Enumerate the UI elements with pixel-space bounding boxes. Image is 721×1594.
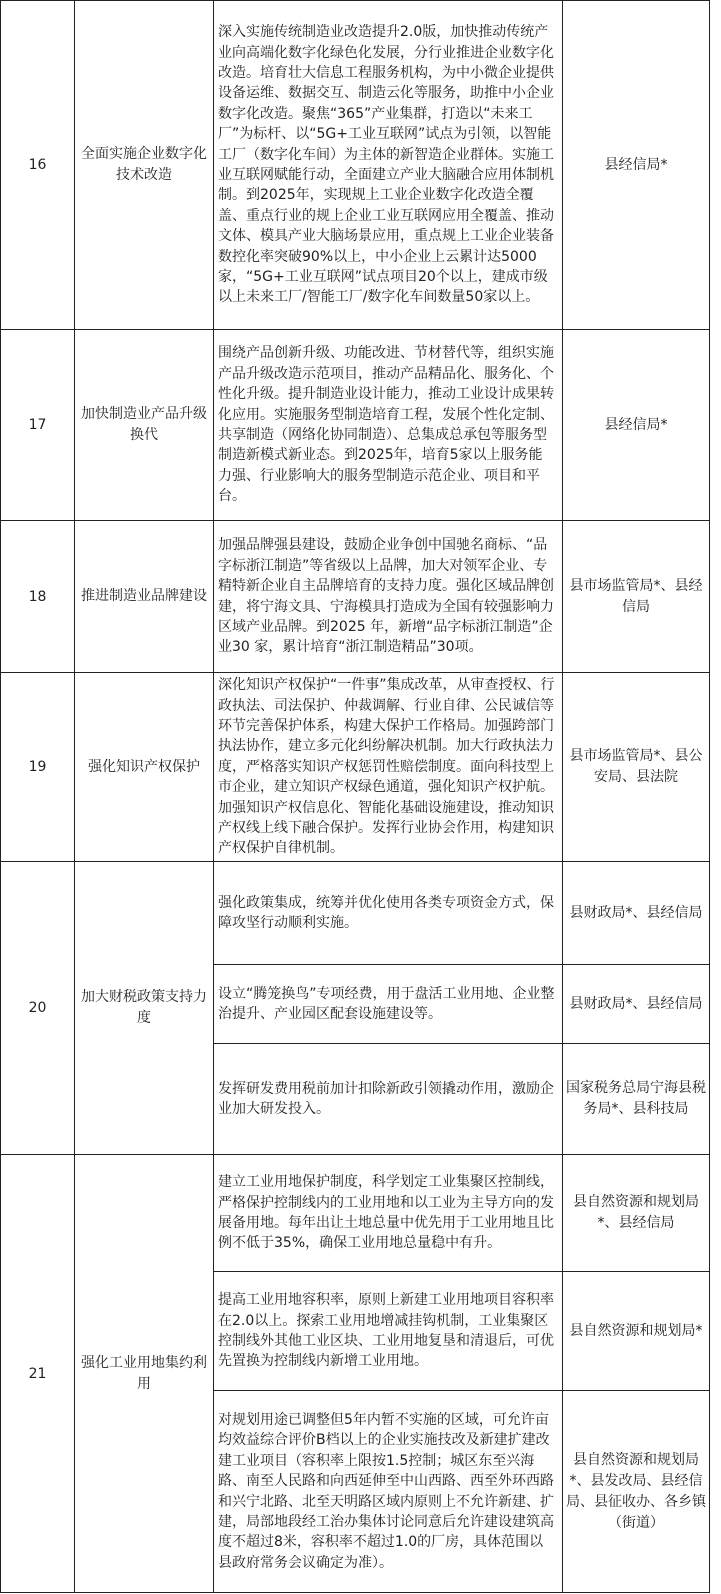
responsible-unit: 县财政局*、县经信局 bbox=[563, 965, 710, 1044]
table-row bbox=[1, 862, 710, 965]
task-content: 设立“腾笼换鸟”专项经费，用于盘活工业用地、企业整治提升、产业园区配套设施建设等。 bbox=[214, 965, 563, 1044]
row-number: 18 bbox=[1, 521, 75, 673]
responsible-unit: 县自然资源和规划局* bbox=[563, 1272, 710, 1391]
table-row bbox=[1, 673, 710, 862]
table-row bbox=[1, 330, 710, 521]
task-content: 对规划用途已调整但5年内暂不实施的区域，可允许亩均效益综合评价B档以上的企业实施技改及新建扩建改建工业项目（容积率上限按1.5控制；城区东至兴海路、南至人民路和向西延伸至中山西路、西至外环西路和兴宁北路、北至天明路区域内原则上不允许新建、扩建，局部地段经工治办集体讨论同意后允许建设建筑高度不超过8米，容积率不超过1.0的厂房，具体范围以县政府常务会议确定为准）。 bbox=[214, 1391, 563, 1593]
responsible-unit: 县自然资源和规划局*、县经信局 bbox=[563, 1155, 710, 1272]
task-content: 深化知识产权保护“一件事”集成改革，从审查授权、行政执法、司法保护、仲裁调解、行业自律、公民诚信等环节完善保护体系，构建大保护工作格局。加强跨部门执法协作，建立多元化纠纷解决机制。加大行政执法力度，严格落实知识产权惩罚性赔偿制度。面向科技型上市企业，建立知识产权绿色通道，强化知识产权护航。加强知识产权信息化、智能化基础设施建设，推动知识产权线上线下融合保护。发挥行业协会作用，构建知识产权保护自律机制。 bbox=[214, 673, 563, 862]
task-name: 加大财税政策支持力度 bbox=[75, 862, 214, 1155]
task-name: 推进制造业品牌建设 bbox=[75, 521, 214, 673]
task-content: 深入实施传统制造业改造提升2.0版，加快推动传统产业向高端化数字化绿色化发展，分行业推进企业数字化改造。培育壮大信息工程服务机构，为中小微企业提供设备运维、数据交互、制造云化等服务，助推中小企业数字化改造。聚焦“365”产业集群，打造以“未来工厂”为标杆、以“5G+工业互联网”试点为引领，以智能工厂（数字化车间）为主体的新智造企业群体。实施工业互联网赋能行动，全面建立产业大脑融合应用体制机制。到2025年，实现规上工业企业数字化改造全覆盖、重点行业的规上企业工业互联网应用全覆盖、推动文体、模具产业大脑场景应用，重点规上工业企业装备数控化率突破90%以上，中小企业上云累计达5000家，“5G+工业互联网”试点项目20个以上，建成市级以上未来工厂/智能工厂/数字化车间数量50家以上。 bbox=[214, 1, 563, 330]
task-name: 加快制造业产品升级换代 bbox=[75, 330, 214, 521]
task-content: 发挥研发费用税前加计扣除新政引领撬动作用，激励企业加大研发投入。 bbox=[214, 1044, 563, 1155]
task-content: 建立工业用地保护制度，科学划定工业集聚区控制线，严格保护控制线内的工业用地和以工业为主导方向的发展备用地。每年出让土地总量中优先用于工业用地且比例不低于35%，确保工业用地总量稳中有升。 bbox=[214, 1155, 563, 1272]
row-number: 19 bbox=[1, 673, 75, 862]
row-number: 21 bbox=[1, 1155, 75, 1593]
responsible-unit: 县市场监管局*、县经信局 bbox=[563, 521, 710, 673]
row-number: 20 bbox=[1, 862, 75, 1155]
task-name: 全面实施企业数字化技术改造 bbox=[75, 1, 214, 330]
responsible-unit: 国家税务总局宁海县税务局*、县科技局 bbox=[563, 1044, 710, 1155]
row-number: 16 bbox=[1, 1, 75, 330]
row-number: 17 bbox=[1, 330, 75, 521]
task-name: 强化知识产权保护 bbox=[75, 673, 214, 862]
responsible-unit: 县经信局* bbox=[563, 330, 710, 521]
responsible-unit: 县自然资源和规划局*、县发改局、县经信局、县征收办、各乡镇（街道） bbox=[563, 1391, 710, 1593]
task-content: 围绕产品创新升级、功能改进、节材替代等，组织实施产品升级改造示范项目，推动产品精品化、服务化、个性化升级。提升制造业设计能力，推动工业设计成果转化应用。实施服务型制造培育工程，发展个性化定制、共享制造（网络化协同制造）、总集成总承包等服务型制造新模式新业态。到2025年，培育5家以上服务能力强、行业影响大的服务型制造示范企业、项目和平台。 bbox=[214, 330, 563, 521]
task-content: 加强品牌强县建设，鼓励企业争创中国驰名商标、“品字标浙江制造”等省级以上品牌，加大对领军企业、专精特新企业自主品牌培育的支持力度。强化区域品牌创建，将宁海文具、宁海模具打造成为全国有较强影响力区域产业品牌。到2025 年，新增“品字标浙江制造”企业30 家，累计培育“浙江制造精品”30项。 bbox=[214, 521, 563, 673]
responsible-unit: 县经信局* bbox=[563, 1, 710, 330]
task-content: 强化政策集成，统筹并优化使用各类专项资金方式，保障攻坚行动顺利实施。 bbox=[214, 862, 563, 965]
table-row bbox=[1, 1, 710, 330]
table-row bbox=[1, 1155, 710, 1272]
table-row bbox=[1, 521, 710, 673]
task-content: 提高工业用地容积率，原则上新建工业用地项目容积率在2.0以上。探索工业用地增减挂钩机制，工业集聚区控制线外其他工业区块、工业用地复垦和清退后，可优先置换为控制线内新增工业用地。 bbox=[214, 1272, 563, 1391]
task-name: 强化工业用地集约利用 bbox=[75, 1155, 214, 1593]
responsible-unit: 县财政局*、县经信局 bbox=[563, 862, 710, 965]
responsible-unit: 县市场监管局*、县公安局、县法院 bbox=[563, 673, 710, 862]
